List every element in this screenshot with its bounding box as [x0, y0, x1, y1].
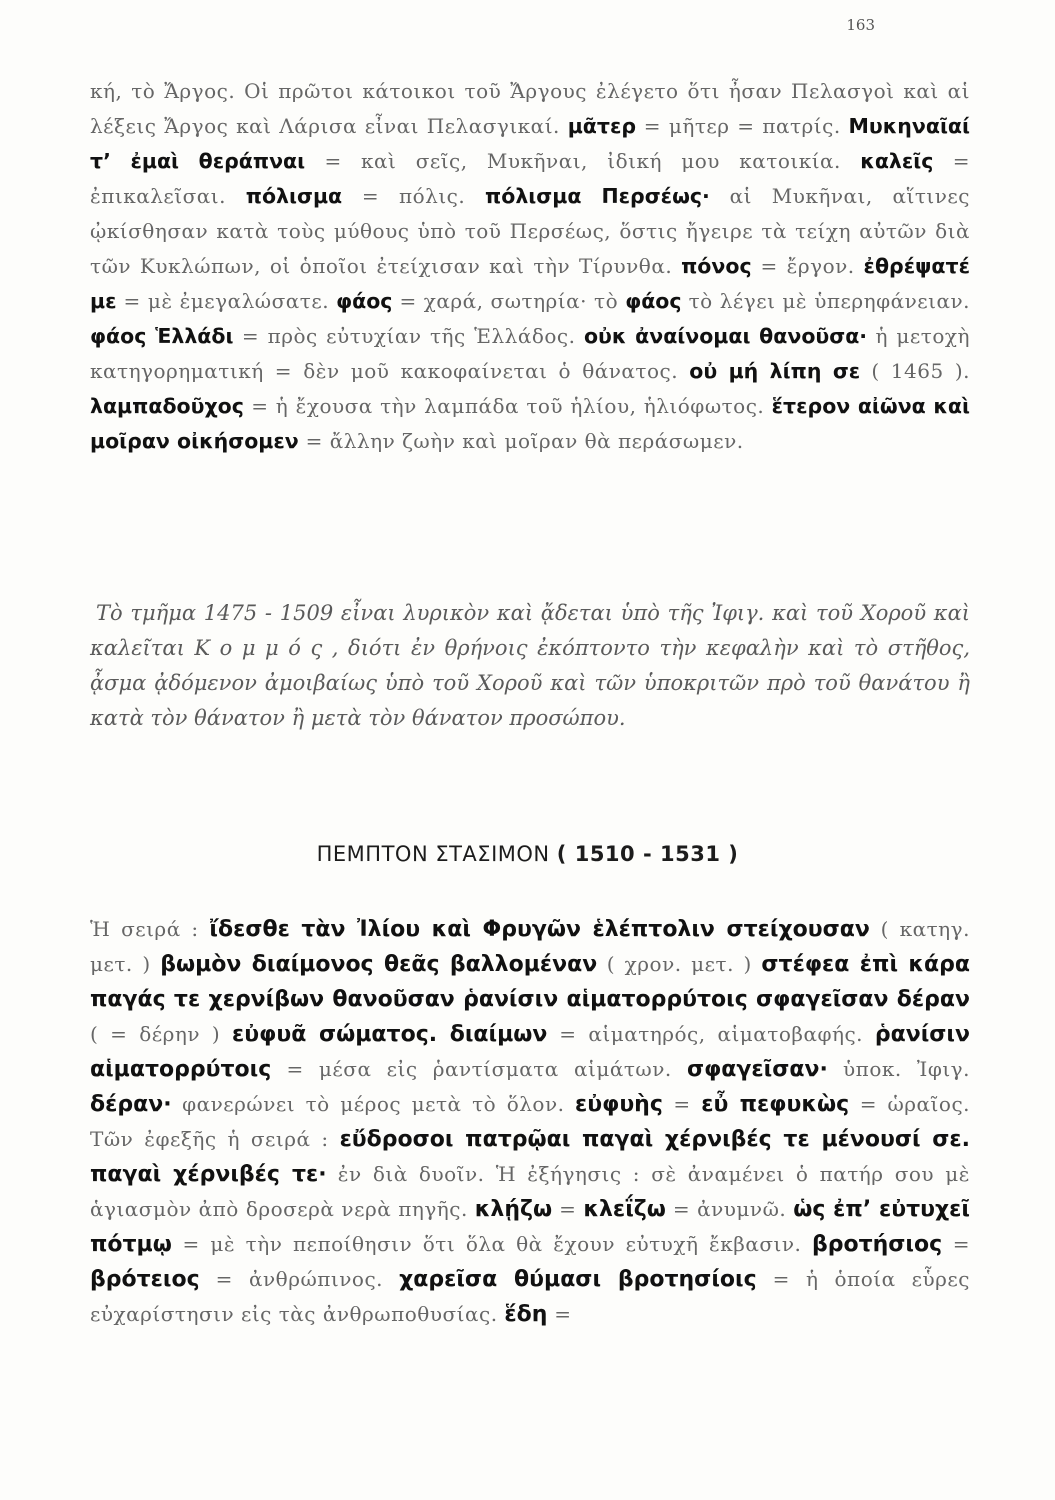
- lemma: φάος: [625, 289, 682, 313]
- lemma: εὐφυὴς: [575, 1092, 663, 1117]
- lemma: οὐ μή λίπη σε: [689, 359, 861, 383]
- gloss-text: = μέσα εἰς ῥαντίσματα αἱμάτων.: [271, 1057, 687, 1081]
- commentary-paragraph-1: [90, 74, 970, 459]
- lemma: μᾶτερ: [567, 114, 637, 138]
- gloss-text: = ἐπικαλεῖσαι.: [90, 149, 970, 208]
- gloss-text: ( = δέρην ): [90, 1022, 233, 1046]
- lemma: βροτήσιος: [811, 1232, 943, 1257]
- gloss-text: φανερώνει τὸ μέρος μετὰ τὸ ὅλον.: [171, 1092, 576, 1116]
- section-heading-range: ( 1510 - 1531 ): [556, 842, 739, 866]
- lemma: εὐφυᾶ σώματος. διαίμων: [232, 1022, 548, 1047]
- lemma: εὔδροσοι πατρῷαι παγαὶ χέρνιβές τε μένουσί σε. παγαὶ χέρνιβές τε·: [90, 1127, 970, 1187]
- gloss-text: = καὶ σεῖς, Μυκῆναι, ἰδική μου κατοικία.: [305, 149, 861, 173]
- gloss-text: = ἀνθρώπινος.: [199, 1267, 400, 1291]
- lemma: βρότειος: [90, 1267, 200, 1292]
- lemma: οὐκ ἀναίνομαι θανοῦσα·: [583, 324, 868, 348]
- lemma: Μυκηναῖαί τ’ ἐμαὶ θεράπναι: [90, 114, 971, 173]
- gloss-text: = ἡ ἔχουσα τὴν λαμπάδα τοῦ ἡλίου, ἡλιόφωτος.: [243, 394, 772, 418]
- gloss-text: ὑποκ. Ἰφιγ.: [827, 1057, 970, 1081]
- gloss-text: = πρὸς εὐτυχίαν τῆς Ἑλλάδος.: [233, 324, 584, 348]
- lemma: φάος Ἑλλάδι: [90, 324, 234, 348]
- gloss-text: = ἔργον.: [751, 254, 864, 278]
- lemma: κλεΐζω: [583, 1197, 666, 1222]
- gloss-text: = μῆτερ = πατρίς.: [636, 114, 849, 138]
- lemma: βωμὸν διαίμονος θεᾶς βαλλομέναν: [160, 952, 598, 977]
- gloss-text: ( κατηγ. μετ. ): [90, 917, 970, 976]
- gloss-text: =: [942, 1232, 970, 1256]
- gloss-text: =: [547, 1302, 572, 1326]
- gloss-text: = ἀνυμνῶ.: [665, 1197, 794, 1221]
- gloss-text: = μὲ ἐμεγαλώσατε.: [116, 289, 337, 313]
- lemma: ἕτερον αἰῶνα καὶ μοῖραν οἰκήσομεν: [90, 394, 970, 453]
- gloss-text: = χαρά, σωτηρία· τὸ: [392, 289, 626, 313]
- gloss-text: = αἱματηρός, αἱματοβαφής.: [547, 1022, 875, 1046]
- section-heading-title: ΠΕΜΠΤΟΝ ΣΤΑΣΙΜΟΝ: [316, 842, 557, 866]
- gloss-text: αἱ Μυκῆναι, αἵτινες ᾠκίσθησαν κατὰ τοὺς μύθους ὑπὸ τοῦ Περσέως, ὅστις ἤγειρε τὰ τείχη αὐτῶν διὰ τῶν Κυκλώπων, οἱ ὁποῖοι ἐτείχισαν καὶ τὴν Τίρυνθα.: [90, 184, 970, 278]
- gloss-text: = ὡραῖος. Τῶν ἐφεξῆς ἡ σειρά :: [90, 1092, 970, 1151]
- section-heading: [0, 842, 1055, 866]
- lemma: σφαγεῖσαν·: [686, 1057, 828, 1082]
- gloss-text: ( χρον. μετ. ): [597, 952, 762, 976]
- lemma: ἐθρέψατέ με: [90, 254, 970, 313]
- gloss-text: =: [552, 1197, 584, 1221]
- gloss-text: = ἡ ὁποία εὗρες εὐχαρίστησιν εἰς τὰς ἀνθρωποθυσίας.: [90, 1267, 970, 1326]
- gloss-text: κή, τὸ Ἄργος. Οἱ πρῶτοι κάτοικοι τοῦ Ἄργους ἐλέγετο ὅτι ἦσαν Πελασγοὶ καὶ αἱ λέξεις Ἄργος καὶ Λάρισα εἶναι Πελασγικαί.: [90, 79, 970, 138]
- lemma: ῥανίσιν αἱματορρύτοις: [90, 1022, 970, 1082]
- gloss-text: =: [662, 1092, 702, 1116]
- gloss-text: ἡ μετοχὴ κατηγορηματική = δὲν μοῦ κακοφαίνεται ὁ θάνατος.: [90, 324, 970, 383]
- lemma: στέφεα ἐπὶ κάρα παγάς τε χερνίβων θανοῦσαν ῥανίσιν αἱματορρύτοις σφαγεῖσαν δέραν: [90, 952, 970, 1012]
- lemma: πόλισμα: [245, 184, 343, 208]
- lemma: δέραν·: [90, 1092, 172, 1117]
- lemma: εὖ πεφυκὼς: [701, 1092, 850, 1117]
- page-number: 163: [846, 16, 875, 34]
- commentary-paragraph-3: [90, 912, 970, 1332]
- lemma: πόλισμα Περσέως·: [485, 184, 710, 208]
- lemma: φάος: [336, 289, 393, 313]
- gloss-text: Ἡ σειρά :: [90, 917, 210, 941]
- lemma: ὡς ἐπ’ εὐτυχεῖ πότμῳ: [90, 1197, 970, 1257]
- gloss-text: = πόλις.: [342, 184, 486, 208]
- lemma: ἕδη: [504, 1302, 548, 1327]
- gloss-text: = μὲ τὴν πεποίθησιν ὅτι ὅλα θὰ ἔχουν εὐτυχῆ ἔκβασιν.: [171, 1232, 812, 1256]
- commentary-paragraph-2: Τὸ τμῆμα 1475 - 1509 εἶναι λυρικὸν καὶ ᾄδεται ὑπὸ τῆς Ἰφιγ. καὶ τοῦ Χοροῦ καὶ καλεῖται Κ ο μ μ ό ς , διότι ἐν θρήνοις ἐκόπτοντο τὴν κεφαλὴν καὶ τὸ στῆθος, ᾆσμα ᾀδόμενον ἀμοιβαίως ὑπὸ τοῦ Χοροῦ καὶ τῶν ὑποκριτῶν πρὸ τοῦ θανάτου ἢ κατὰ τὸν θάνατον ἢ μετὰ τὸν θάνατον προσώπου.: [90, 601, 970, 730]
- gloss-text: = ἄλλην ζωὴν καὶ μοῖραν θὰ περάσωμεν.: [298, 429, 744, 453]
- lemma: πόνος: [681, 254, 752, 278]
- lemma: ἴδεσθε τὰν Ἰλίου καὶ Φρυγῶν ἑλέπτολιν στείχουσαν: [209, 917, 870, 942]
- gloss-text: τὸ λέγει μὲ ὑπερηφάνειαν.: [681, 289, 970, 313]
- lemma: κλῄζω: [474, 1197, 553, 1222]
- lemma: λαμπαδοῦχος: [90, 394, 244, 418]
- lemma: καλεῖς: [860, 149, 934, 173]
- gloss-text: ( 1465 ).: [860, 359, 970, 383]
- gloss-text: ἐν διὰ δυοῖν. Ἡ ἐξήγησις : σὲ ἀναμένει ὁ πατήρ σου μὲ ἁγιασμὸν ἀπὸ δροσερὰ νερὰ πηγῆς.: [90, 1162, 970, 1221]
- lemma: χαρεῖσα θύμασι βροτησίοις: [399, 1267, 757, 1292]
